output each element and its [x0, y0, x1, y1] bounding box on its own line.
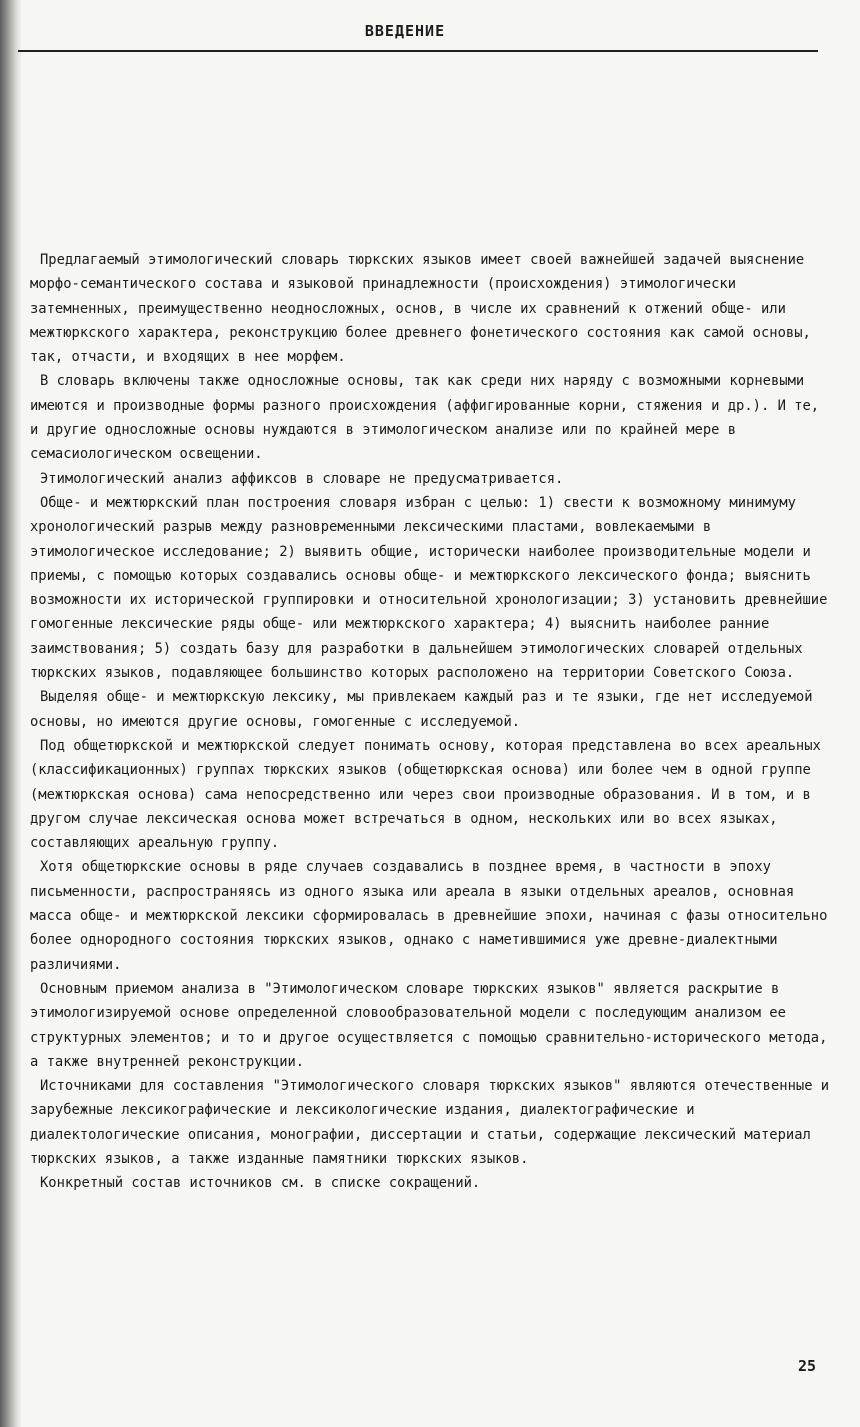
paragraph-5: Выделяя обще- и межтюркскую лексику, мы привлекаем каждый раз и те языки, где нет исследуемой основы, но имеются другие основы, гомогенные с исследуемой.: [30, 689, 813, 730]
page-number: 25: [798, 1357, 817, 1375]
header-rule: [18, 50, 818, 52]
paragraph-3: Этимологический анализ аффиксов в словаре не предусматривается.: [40, 470, 564, 487]
paragraph-4: Обще- и межтюркский план построения словаря избран с целью: 1) свести к возможному минимуму хронологический разрыв между разновременными лексическими пластами, вовлекаемыми в этимологическое исследование; 2) выявить общие, исторически наиболее производительные модели и приемы, с помощью которых создавались основы обще- и межтюркского лексического фонда; выяснить возможности их исторической группировки и относительной хронологизации; 3) установить древнейшие гомогенные лексические ряды обще- или межтюркского характера; 4) выяснить наиболее ранние заимствования; 5) создать базу для разработки в дальнейшем этимологических словарей отдельных тюркских языков, подавляющее большинство которых расположено на территории Советского Союза.: [30, 494, 828, 682]
paragraph-9: Источниками для составления "Этимологического словаря тюркских языков" являются отечественные и зарубежные лексикографические и лексикологические издания, диалектографические и диалектологические описания, монографии, диссертации и статьи, содержащие лексический материал тюркских языков, а также изданные памятники тюркских языков.: [30, 1078, 830, 1167]
paragraph-10: Конкретный состав источников см. в списке сокращений.: [40, 1175, 481, 1192]
scan-binding-shadow: [0, 0, 22, 1427]
paragraph-6: Под общетюркской и межтюркской следует понимать основу, которая представлена во всех ареальных (классификационных) группах тюркских языков (общетюркская основа) или более чем в одной группе (межтюркская основа) сама непосредственно или через свои производные образования. И в том, и в другом случае лексическая основа может встречаться в одном, нескольких или во всех языках, составляющих ареальную группу.: [30, 737, 821, 852]
page-title: ВВЕДЕНИЕ: [364, 22, 446, 40]
paragraph-7: Хотя общетюркские основы в ряде случаев создавались в позднее время, в частности в эпоху письменности, распространяясь из одного языка или ареала в языки отдельных ареалов, основная масса обще- и межтюркской лексики сформировалась в древнейшие эпохи, начиная с фазы относительно более однородного состояния тюркских языков, однако с наметившимися уже древне-диалектными различиями.: [30, 859, 828, 973]
paragraph-2: В словарь включены также односложные основы, так как среди них наряду с возможными корневыми имеются и производные формы разного происхождения (аффигированные корни, стяжения и др.). И те, и другие односложные основы нуждаются в этимологическом анализе или по крайней мере в семасиологическом освещении.: [30, 373, 820, 463]
paragraph-8: Основным приемом анализа в "Этимологическом словаре тюркских языков" является раскрытие в этимологизируемой основе определенной словообразовательной модели с последующим анализом ее структурных элементов; и то и другое осуществляется с помощью сравнительно-исторического метода, а также внутренней реконструкции.: [30, 980, 828, 1070]
body-text: [30, 248, 830, 1196]
paragraph-1: Предлагаемый этимологический словарь тюркских языков имеет своей важнейшей задачей выяснение морфо-семантического состава и языковой принадлежности (происхождения) этимологически затемненных, преимущественно неодносложных, основ, в числе их сравнений к отжений обще- или межтюркского характера, реконструкцию более древнего фонетического состояния как самой основы, так, отчасти, и входящих в нее морфем.: [30, 252, 811, 366]
